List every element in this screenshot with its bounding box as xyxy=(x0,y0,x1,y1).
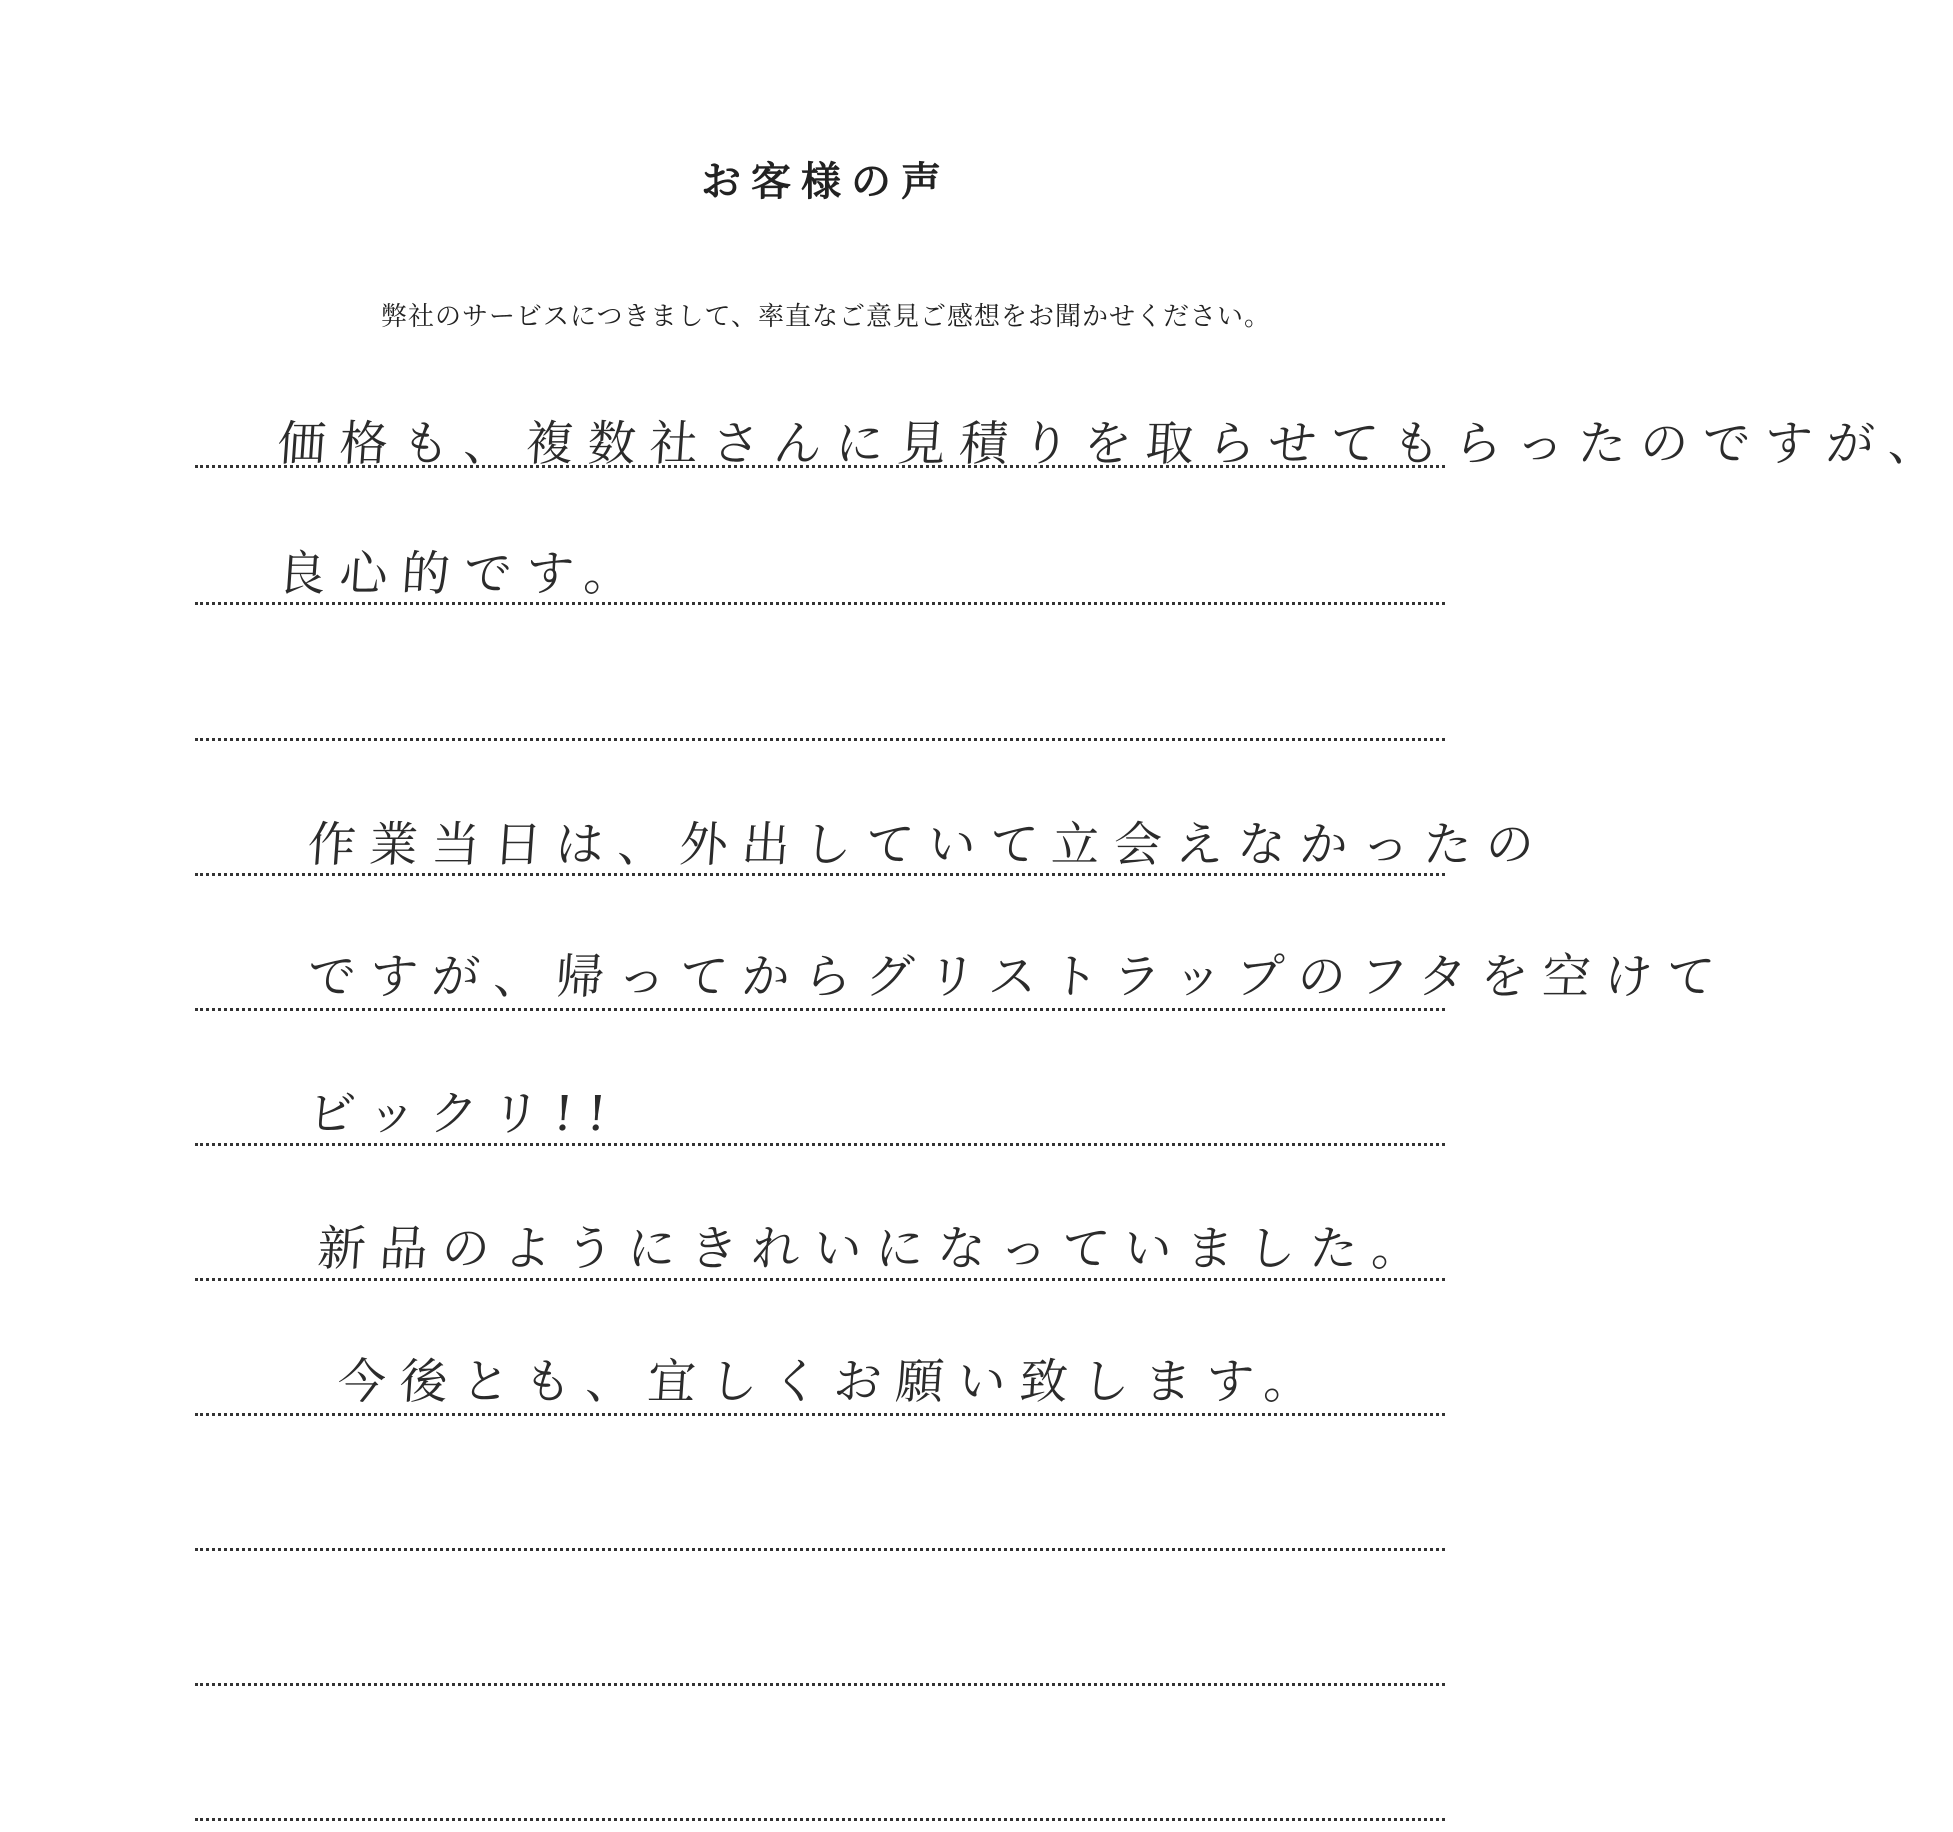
handwritten-line-8: 今後とも、宜しくお願い致します。 xyxy=(335,1354,1328,1410)
handwritten-line-1: 価格も、複数社さんに見積りを取らせてもらったのですが、 xyxy=(275,416,1953,472)
ruled-line xyxy=(195,1548,1445,1551)
form-title: お客様の声 xyxy=(701,159,951,205)
ruled-line xyxy=(195,1818,1445,1821)
ruled-line xyxy=(195,1683,1445,1686)
handwritten-line-2: 良心的です。 xyxy=(275,546,648,602)
handwritten-line-4: 作業当日は、外出していて立会えなかったの xyxy=(305,817,1550,873)
handwritten-line-7: 新品のようにきれいになっていました。 xyxy=(315,1221,1436,1277)
handwritten-line-6: ビックリ!! xyxy=(305,1086,623,1142)
ruled-line xyxy=(195,738,1445,741)
ruled-line xyxy=(195,1413,1445,1416)
form-instruction: 弊社のサービスにつきまして、率直なご意見ご感想をお聞かせください。 xyxy=(381,302,1271,332)
handwritten-line-5: ですが、帰ってからグリストラップのフタを空けて xyxy=(305,949,1731,1005)
ruled-line xyxy=(195,1008,1445,1011)
